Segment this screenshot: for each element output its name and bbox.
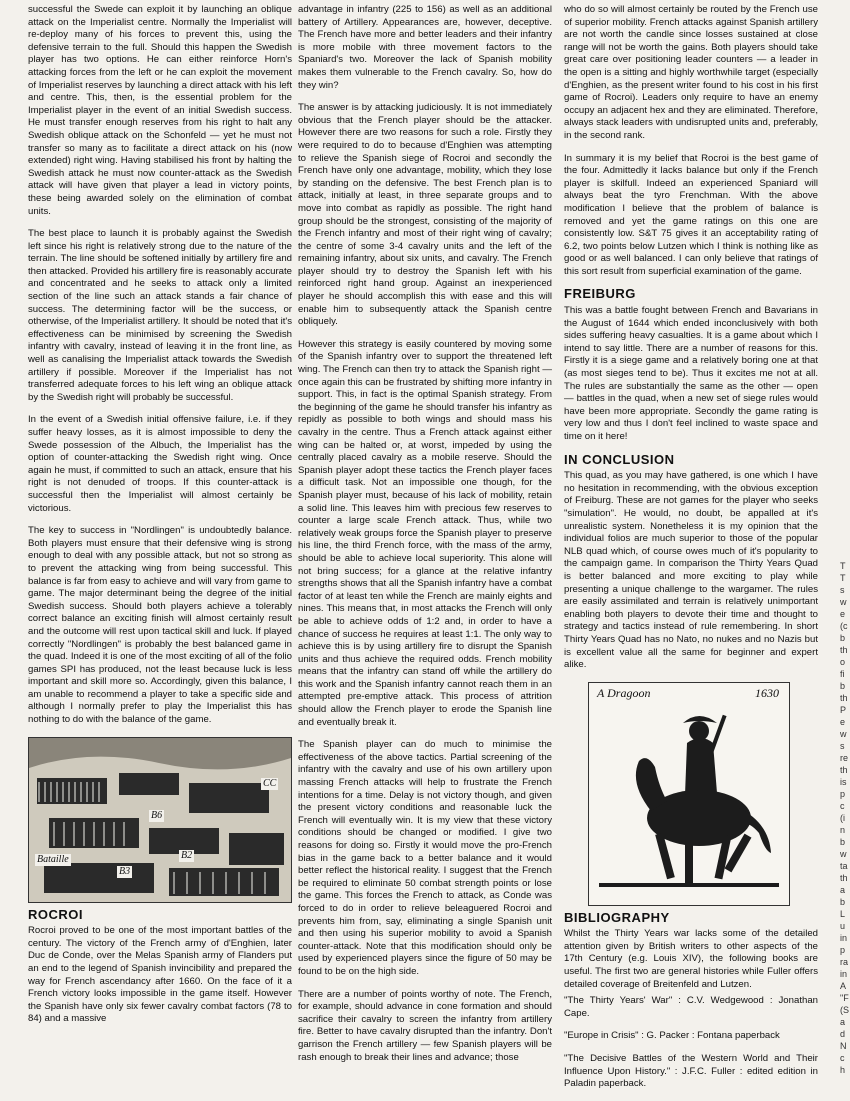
- paragraph: This quad, as you may have gathered, is one which I have no hesitation in recommending, with the obvious exception of Freiburg. These are not games for the player who seeks "simulation". He would, no doubt, be appalled at it's unrealistic system. Nonetheless it is my opinion that the individual folios are much superior to those of the popular NLB quad which, of course owes much of it's popularity to the campaign game. In comparison the Thirty Years Quad is better balanced and more exciting to play while presenting a unique challenge to the wargamer. The rules are easily assimilated and terrain is relatively unimportant enabling both players to devote their time and thought to strategy and tactics instead of rule remembering. In short Thirty Years Quad has no Nato, no nukes and no Nazis but is excellent value all the same for beginner and expert alike.: [564, 470, 818, 671]
- edge-fragment: b: [840, 681, 846, 691]
- edge-fragment: A: [840, 981, 847, 991]
- edge-fragment: n: [840, 825, 846, 835]
- edge-fragment: ta: [840, 861, 848, 871]
- edge-fragment: b: [840, 897, 846, 907]
- edge-fragment: p: [840, 789, 846, 799]
- dragoon-illustration: [589, 683, 789, 905]
- paragraph: There are a number of points worthy of note. The French, for example, should advance in cone formation and should sacrifice their cavalry to screen the infantry from artillery fire. Better to have cavalry disrupted than the infantry. Don't garrison the French artillery — few Spanish players will be rash enough to break their lines and advance; those: [298, 988, 552, 1063]
- edge-fragment: N: [840, 1041, 847, 1051]
- paragraph: The answer is by attacking judiciously. It is not immediately obvious that the French player should be the attacker. However there are two reasons for such a role. Firstly they were required to do to because d'Enghien was attempting to relieve the Spanish siege of Rocroi and secondly the French have only one advantage, mobility, which they lose by standing on the defensive. The best French plan is to attack, initially at least, in three separate groups and to move into combat as rapidly as possible. The right hand group should be the strongest, consisting of the majority of the French infantry and most of their right wing of cavalry; the centre of some 3-4 cavalry units and the left of the remaining infantry, about six units, and cavalry. The French player should try to destroy the Spanish left with his reinforced right hand group. Against an inexperienced player he should accomplish this with ease and this will enable him to subsequently attack the Spanish centre obliquely.: [298, 102, 552, 328]
- image-label: Bataille: [37, 853, 69, 865]
- edge-fragment: T: [840, 573, 846, 583]
- paragraph: This was a battle fought between French and Bavarians in the August of 1644 which ended inconclusively with both sides suffering heavy casualties. It is a game about which I intend to say little. There are a number of reasons for this. Firstly it is a siege game and a relatively boring one at that (as most sieges tend to be). Thus it excites me not at all. The rules are substantially the same as the other — open — battles in the quad, when a new set of siege rules would have been more appropriate. Secondly the game rating is very low and thus I don't feel inclined to waste space and time on it here!: [564, 305, 818, 442]
- edge-fragment: P: [840, 705, 847, 715]
- edge-fragment: b: [840, 837, 846, 847]
- edge-fragment: s: [840, 585, 845, 595]
- edge-fragment: in: [840, 969, 848, 979]
- paragraph: The key to success in "Nordlingen" is undoubtedly balance. Both players must ensure that their defensive wing is strong enough to deal with any possible attack, but not so strong as to prevent the attacking wing from being successful. This balance is far from easy to achieve and will vary from game to game. The major determinant being the degree of the initial Swedish success. Should both players achieve a tolerably correct balance an exciting finish will almost certainly result and the outcome will rest upon tactical skill and luck. If played correctly "Nordlingen" is probably the best balanced game in the quad. Indeed it is one of the most exciting of all of the folio games SPI has produced, not the least because luck is less important and skill more so. Accordingly, given this balance, I am unable to recommend a player to take a specific side and although I normally prefer to play the Imperialist this has nothing to do with the balance of the game.: [28, 525, 292, 726]
- section-heading: IN CONCLUSION: [564, 451, 675, 467]
- edge-fragment: th: [840, 873, 848, 883]
- edge-fragment: re: [840, 753, 849, 763]
- image-label: CC: [263, 777, 277, 789]
- edge-fragment: th: [840, 765, 848, 775]
- edge-fragment: fi: [840, 669, 845, 679]
- edge-fragment: in: [840, 933, 848, 943]
- image-label: B2: [181, 849, 193, 861]
- edge-fragment: is: [840, 777, 847, 787]
- bibliography-entry: "Europe in Crisis" : G. Packer : Fontana paperback: [564, 1030, 780, 1042]
- paragraph: Rocroi proved to be one of the most important battles of the century. The victory of the French army of d'Enghien, later Duc de Conde, over the Melas Spanish army of Flanders put an end to the legend of Spanish invincibility and prepared the way for French ascendancy after 1660. On the face of it a French victory looks impossible in the game itself. However the Spanish have only six fewer cavalry combat factors (78 to 84) and a massive: [28, 925, 292, 1025]
- column-right: [564, 4, 818, 1101]
- edge-fragment: "F: [840, 993, 849, 1003]
- edge-fragment: (c: [840, 621, 848, 631]
- column-left: [28, 4, 292, 1036]
- edge-fragment: a: [840, 1017, 846, 1027]
- edge-fragment: u: [840, 921, 846, 931]
- section-heading: BIBLIOGRAPHY: [564, 909, 670, 925]
- edge-fragment: w: [840, 597, 847, 607]
- edge-fragment: d: [840, 1029, 846, 1039]
- edge-fragment: T: [840, 561, 846, 571]
- section-heading: FREIBURG: [564, 286, 636, 302]
- dragoon-woodcut-image: [588, 682, 790, 906]
- edge-fragment: w: [840, 729, 847, 739]
- paragraph: In the event of a Swedish initial offensive failure, i.e. if they suffer heavy losses, as it is almost impossible to deny the Swede possession of the Albuch, the Imperialist has the option of counter-attacking the Swedish right wing. Once again he must, if committed to such an attack, ensure that his right is not denuded of troops. If this counter-attack is successful then the Imperialist will almost certainly be victorious.: [28, 414, 292, 514]
- edge-fragment: th: [840, 693, 848, 703]
- image-label: B6: [151, 809, 163, 821]
- adjacent-page-edge: [840, 560, 850, 1076]
- bibliography-entry: "The Decisive Battles of the Western World and Their Influence Upon History." : J.F.C. Fuller : edited edition in Paladin paperback.: [564, 1053, 818, 1090]
- paragraph: However this strategy is easily countered by moving some of the Spanish infantry over to support the threatened left wing. The French can then try to attack the Spanish right — once again this can be frustrated by shifting more infantry in support. This, in fact is the optimal Spanish strategy. From the beginning of the game he should transfer his infantry as repidly as possible to both wings and should mass his cavalry in the centre. Thus a French attack against either wing can be halted or, at worst, impeded by using the centrally placed cavalry as a mobile reserve. Should the Spanish player adopt these tactics the French player faces a difficult task. Not an impossible one though, for the Spanish player must, because of his lack of mobility, retain a solid line. This leaves him with precious few reserves to counter a large scale French attack. Thus, while two relatively weak groups force the Spanish player to preserve his line, the third French force, with the mass of the army, should be able to achieve local superiority. This alone will not bring success; for a glance at the relative infantry strengths shows that all the Spanish infantry have a combat factor of at least ten while the French are mainly eights and nines. This means that, in most attacks the French will only be able to achieve odds of 1:2 and, in order to have a chance of success he requires at least 1:1. The only way to achieve this is by using artillery fire to disrupt the Spanish units and thus achieve the required odds. French mobility means that the infantry can stand off while the artillery do this work and the Spanish infantry cannot reach them in an attempted pre-emptive attack. This process of attrition should allow the French player to erode the Spanish line and eventually break it.: [298, 338, 552, 728]
- bibliography-entry: "The Thirty Years' War" : C.V. Wedgewood : Jonathan Cape.: [564, 995, 818, 1019]
- column-middle: [298, 4, 552, 1074]
- paragraph: The best place to launch it is probably against the Swedish left since his right is relatively strong due to the nature of the terrain. The line should be softened initially by artillery fire and then attacked. Provided his artillery fire is reasonably accurate and concentrated and he seeks to attack only a limited section of the line such an attack stands a fair chance of success. The determining factor will be the success, or otherwise, of the Imperialist artillery. It should be noted that it's effectiveness can be minimised by screening the Swedish infantry with cavalry, instead of leaving it in the front line, as well as canalising the Imperialist attack towards the Swedish artillery if possible. Moreover if the Imperialist has not transferred adequate forces to his left wing an oblique attack by the Swedish right will probably be successful.: [28, 228, 293, 403]
- paragraph: Whilst the Thirty Years war lacks some of the detailed attention given by British writers to other aspects of the 17th Century (e.g. Louis XIV), the following books are useful. The first two are general histories while Fuller offers detailed coverage of Breitenfeld and Lutzen.: [564, 928, 818, 990]
- edge-fragment: o: [840, 657, 846, 667]
- edge-fragment: b: [840, 633, 846, 643]
- battle-engraving-image: [28, 737, 292, 903]
- paragraph: The Spanish player can do much to minimise the effectiveness of the above tactics. Partial screening of the infantry with the cavalry and use of his own artillery upon massing French attacks will help to frustrate the French intentions for a time. Delay is not victory though, and given the present victory conditions and reasonable luck the French will eventually win. It is my view that these victory conditions should be changed or modified. I give two reasons for doing so. Firstly it would move the pro-French bias in the game back to a better balance and it would better reflect the historical reality. I suggest that the French be required to eliminate 50 combat strength points or lose the game. This forces the French to attack, as Conde was forced to do in order to relieve beleaguered Rocroi and prevents him from, say, eliminating a single Spanish unit and then using his superior mobility to avoid a Spanish counter-attack. Note that this modification should only be used by experienced players since the figure of 50 may be found to be on the high side.: [298, 739, 552, 977]
- edge-fragment: p: [840, 945, 846, 955]
- edge-fragment: e: [840, 717, 846, 727]
- section-heading: ROCROI: [28, 906, 83, 922]
- paragraph: advantage in infantry (225 to 156) as well as an additional battery of Artillery. Appearances are, however, deceptive. The French have more and better leaders and their infantry is more mobile with three movement factors to the Spaniard's two. Moreover the lack of Spanish mobility makes them vulnerable to the French cavalry. So, how do they win?: [298, 4, 552, 91]
- edge-fragment: th: [840, 645, 848, 655]
- edge-fragment: w: [840, 849, 847, 859]
- edge-fragment: h: [840, 1065, 846, 1075]
- edge-fragment: ra: [840, 957, 849, 967]
- edge-fragment: L: [840, 909, 846, 919]
- paragraph: successful the Swede can exploit it by launching an oblique attack on the Imperialist centre. Normally the Imperialist will re-deploy many of his forces to prevent this, using the defensive terrain to the full. Should this happen the Swedish player has two options. He can either reinforce Horn's attacking forces from the left or he can exploit the movement of Imperialist reserves by launching a direct attack with his left and centre. This, then, is the essential problem for the Imperialist player in the event of an initial Swedish success. He must transfer enough reserves from his right to halt any Swedish oblique attack on the Schonfeld — yet he must not transfer so many as to facilitate a direct attack on his (now extended) right wing. Having stabilised his front by halting the Swedish attack he must now counter-attack as the Swedish attack will have given that player a lead in victory points, these being awarded solely on the elimination of combat units.: [28, 4, 292, 217]
- edge-fragment: c: [840, 801, 845, 811]
- paragraph: who do so will almost certainly be routed by the French use of superior mobility. French attacks against Spanish artillery are not worth the candle since losses sustained at close range will not be worth the gains. Both players should take great care over positioning leader counters — a leader in the open is a sitting and highly worthwhile target (especially d'Enghien, as the present writer found to his cost in his first game of Rocroi). Leaders only require to have an enemy occupy an adjacent hex and they are eliminated. Therefore, always stack leaders with undisrupted units and, preferably, in the second rank.: [564, 4, 818, 141]
- edge-fragment: a: [840, 885, 846, 895]
- image-caption: A Dragoon: [597, 685, 651, 700]
- edge-fragment: (i: [840, 813, 845, 823]
- edge-fragment: s: [840, 741, 845, 751]
- edge-fragment: c: [840, 1053, 845, 1063]
- paragraph: In summary it is my belief that Rocroi is the best game of the four. Admittedly it lacks balance but only if the French player is skilfull. Indeed an experienced Spaniard will always beat the tyro Frenchman. With the above modification I believe that the problem of balance is removed and yet the game ratings on this one are consistently low. S&T 75 gives it an acceptability rating of 6.2, two points below Lutzen which I think is nothing like as good or as well balanced. I can only believe that ratings of this sort result from superficial examination of the game.: [564, 152, 818, 277]
- edge-fragment: e: [840, 609, 846, 619]
- edge-fragment: (S: [840, 1005, 849, 1015]
- image-caption-year: 1630: [755, 685, 779, 700]
- image-label: B3: [119, 865, 131, 877]
